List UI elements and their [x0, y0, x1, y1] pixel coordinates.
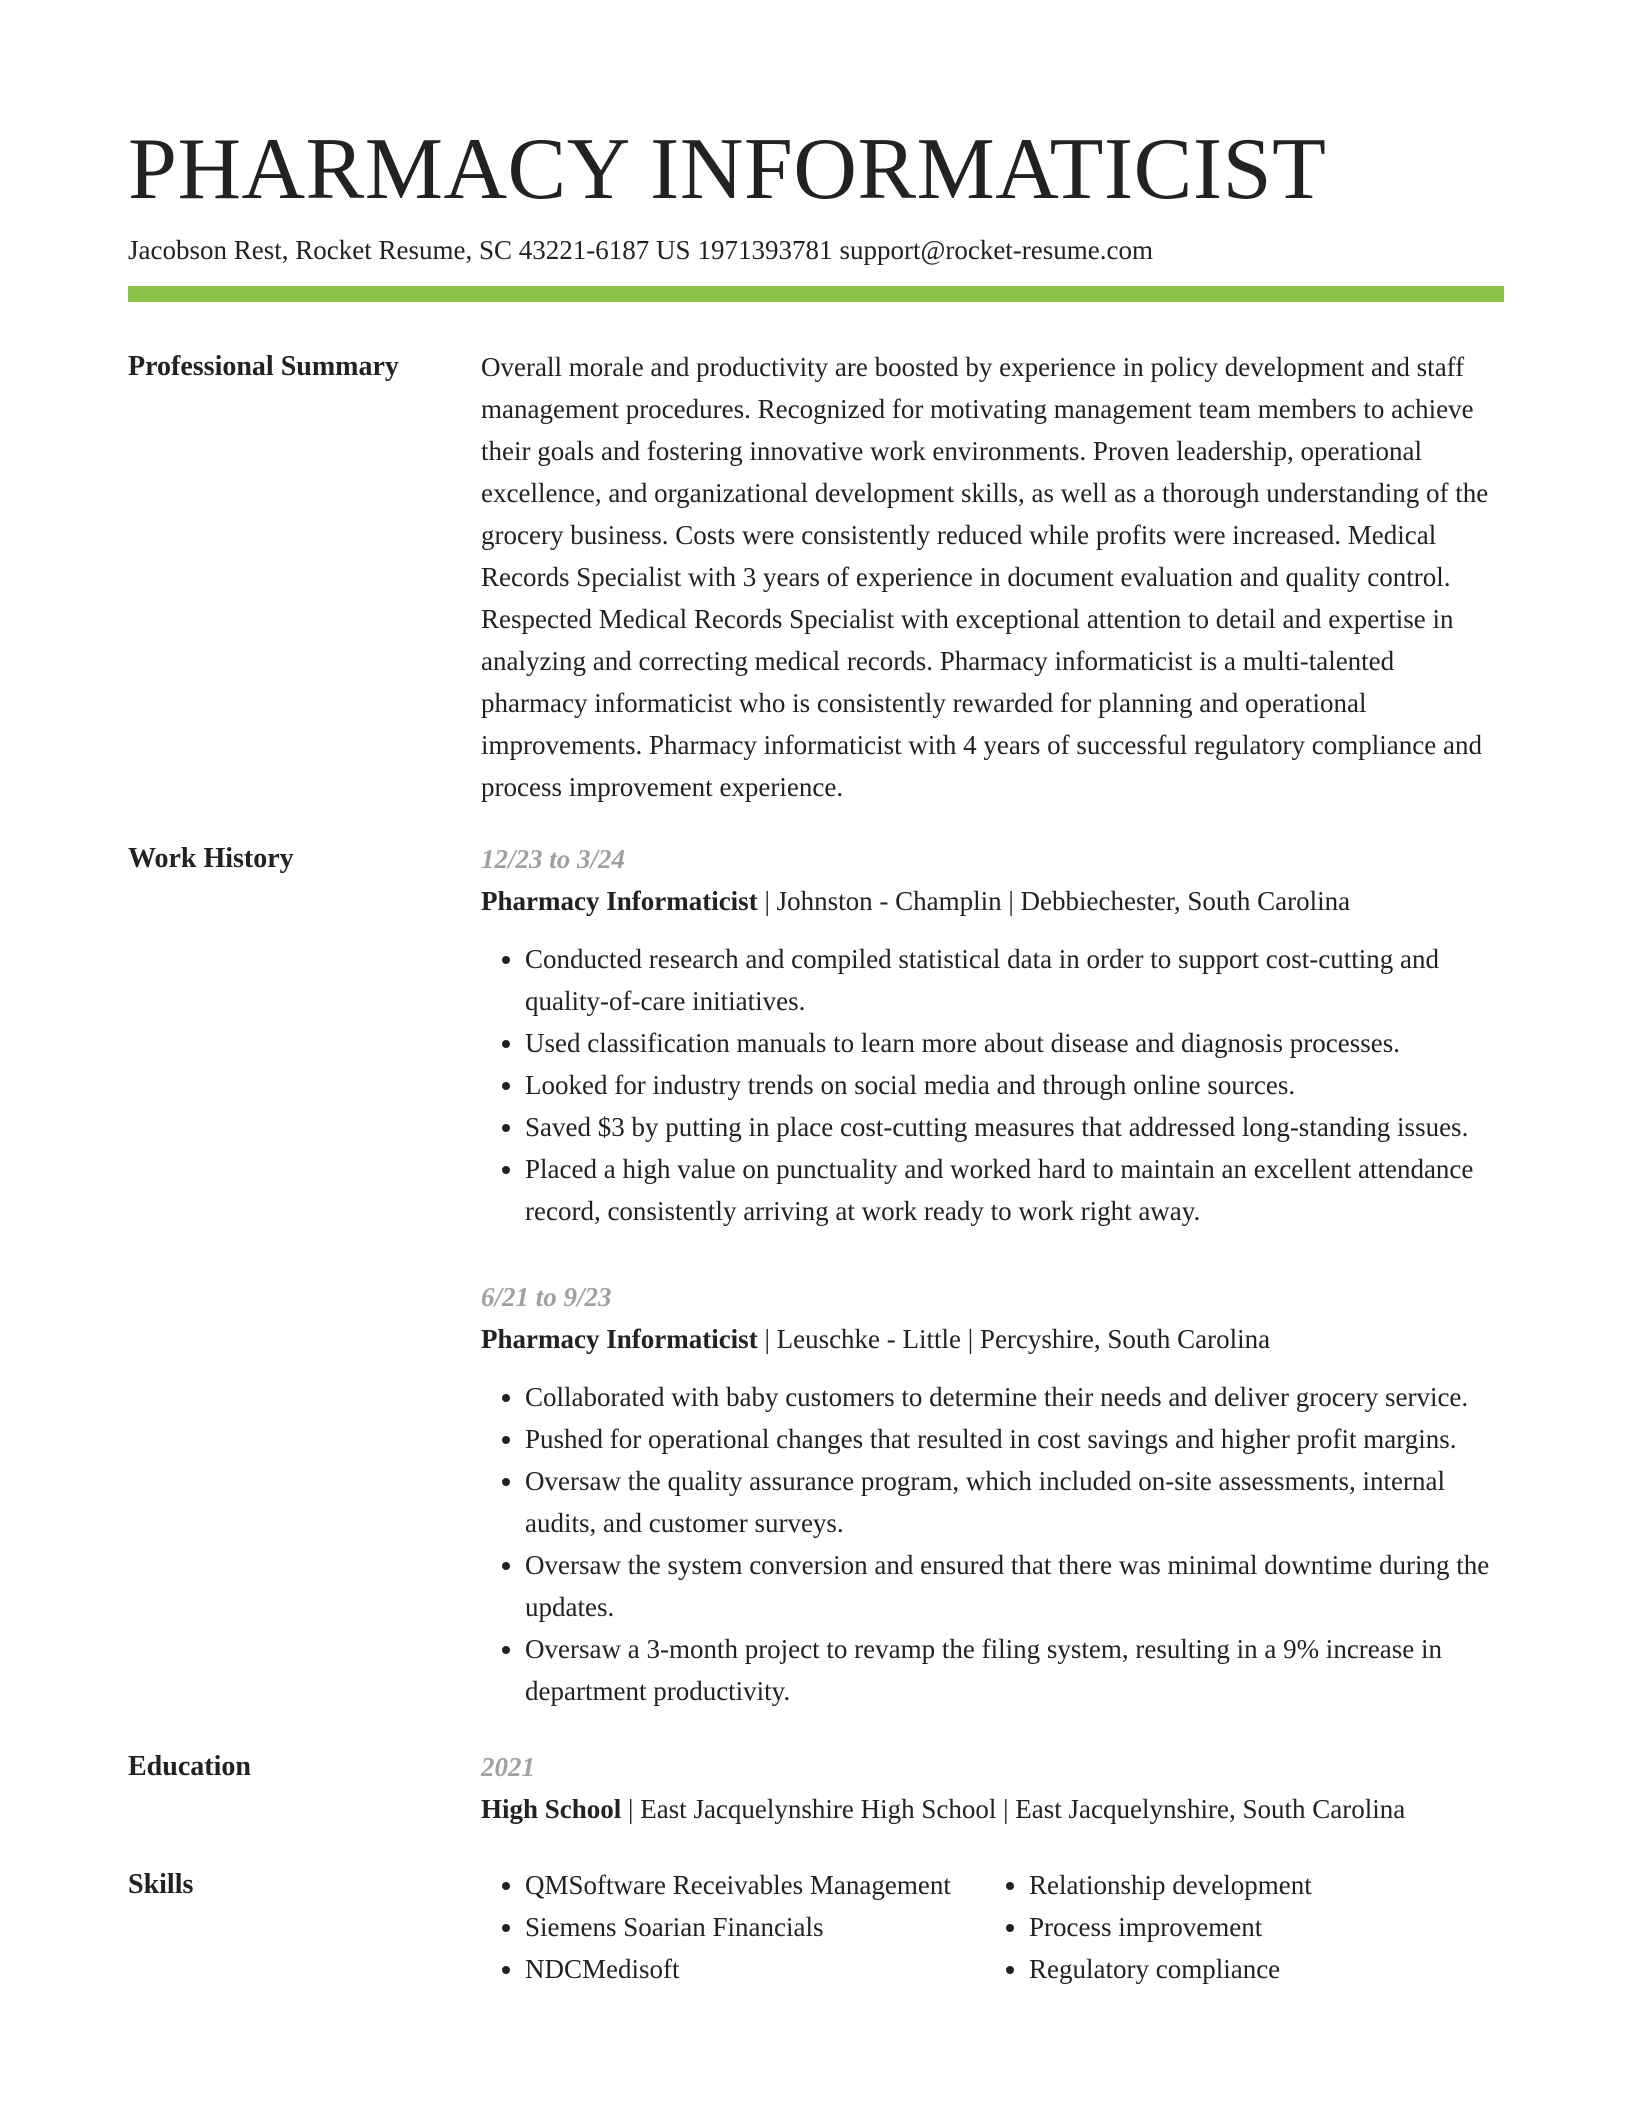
summary-heading: Professional Summary: [128, 351, 399, 382]
skills-heading: Skills: [128, 1869, 194, 1900]
job-bullet: • Saved $3 by putting in place cost-cutting measures that addressed long-standing issues.: [525, 1106, 1504, 1148]
education-school: | East Jacquelynshire High School | East Jacquelynshire, South Carolina: [621, 1794, 1406, 1824]
job-title: Pharmacy Informaticist: [481, 1324, 758, 1354]
work-history-heading: Work History: [128, 843, 294, 874]
job-bullet: • Conducted research and compiled statistical data in order to support cost-cutting and quality-of-care initiatives.: [525, 938, 1504, 1022]
job-bullet: • Looked for industry trends on social media and through online sources.: [525, 1064, 1504, 1106]
skill-item: • NDCMedisoft: [525, 1948, 985, 1990]
contact-line: [128, 232, 1504, 268]
contact-email: support@rocket-resume.com: [839, 235, 1154, 265]
education-section: [128, 1746, 1504, 1864]
job-bullets: [481, 1376, 1504, 1712]
contact-phone: 1971393781: [697, 235, 833, 265]
job-employer: | Leuschke - Little | Percyshire, South Carolina: [757, 1324, 1271, 1354]
job-bullet: • Used classification manuals to learn more about disease and diagnosis processes.: [525, 1022, 1504, 1064]
job-bullet: • Oversaw the quality assurance program, which included on-site assessments, internal audits, and customer surveys.: [525, 1460, 1504, 1544]
job-title: Pharmacy Informaticist: [481, 886, 758, 916]
summary-section: [128, 346, 1504, 838]
resume-name: PHARMACY INFORMATICIST: [128, 121, 1327, 218]
job-entry: [481, 1276, 1504, 1712]
contact-address: Jacobson Rest, Rocket Resume, SC 43221-6187 US: [128, 235, 691, 265]
skills-list-left: [481, 1864, 985, 1990]
summary-text: Overall morale and productivity are boosted by experience in policy development and staff management procedures. Recognized for motivating management team members to achieve their goals and fostering innovative work environments. Proven leadership, operational excellence, and organizational development skills, as well as a thorough understanding of the grocery business. Costs were consistently reduced while profits were increased. Medical Records Specialist with 3 years of experience in document evaluation and quality control. Respected Medical Records Specialist with exceptional attention to detail and expertise in analyzing and correcting medical records. Pharmacy informaticist is a multi-talented pharmacy informaticist who is consistently rewarded for planning and operational improvements. Pharmacy informaticist with 4 years of successful regulatory compliance and process improvement experience.: [481, 352, 1489, 802]
job-entry: [481, 838, 1504, 1232]
skills-columns: [481, 1864, 1529, 1990]
skill-item: • Regulatory compliance: [1029, 1948, 1529, 1990]
skill-item: • Relationship development: [1029, 1864, 1529, 1906]
header-divider: [128, 286, 1504, 302]
education-degree: High School: [481, 1794, 622, 1824]
job-dates: 6/21 to 9/23: [481, 1282, 612, 1312]
education-heading: Education: [128, 1751, 251, 1782]
skill-item: • Siemens Soarian Financials: [525, 1906, 985, 1948]
job-role-line: [481, 880, 1504, 922]
job-dates: 12/23 to 3/24: [481, 844, 626, 874]
skills-list-right: [985, 1864, 1529, 1990]
job-bullet: • Pushed for operational changes that resulted in cost savings and higher profit margins.: [525, 1418, 1504, 1460]
skills-section: [128, 1864, 1504, 1990]
skill-item: • Process improvement: [1029, 1906, 1529, 1948]
job-bullet: • Oversaw a 3-month project to revamp the filing system, resulting in a 9% increase in department productivity.: [525, 1628, 1504, 1712]
job-employer: | Johnston - Champlin | Debbiechester, South Carolina: [757, 886, 1351, 916]
job-bullets: [481, 938, 1504, 1232]
skill-item: • QMSoftware Receivables Management: [525, 1864, 985, 1906]
work-history-section: [128, 838, 1504, 1746]
job-bullet: • Placed a high value on punctuality and worked hard to maintain an excellent attendance record, consistently arriving at work ready to work right away.: [525, 1148, 1504, 1232]
job-bullet: • Oversaw the system conversion and ensured that there was minimal downtime during the updates.: [525, 1544, 1504, 1628]
job-role-line: [481, 1318, 1504, 1360]
education-year: 2021: [481, 1752, 535, 1782]
education-line: [481, 1788, 1504, 1830]
job-bullet: • Collaborated with baby customers to determine their needs and deliver grocery service.: [525, 1376, 1504, 1418]
